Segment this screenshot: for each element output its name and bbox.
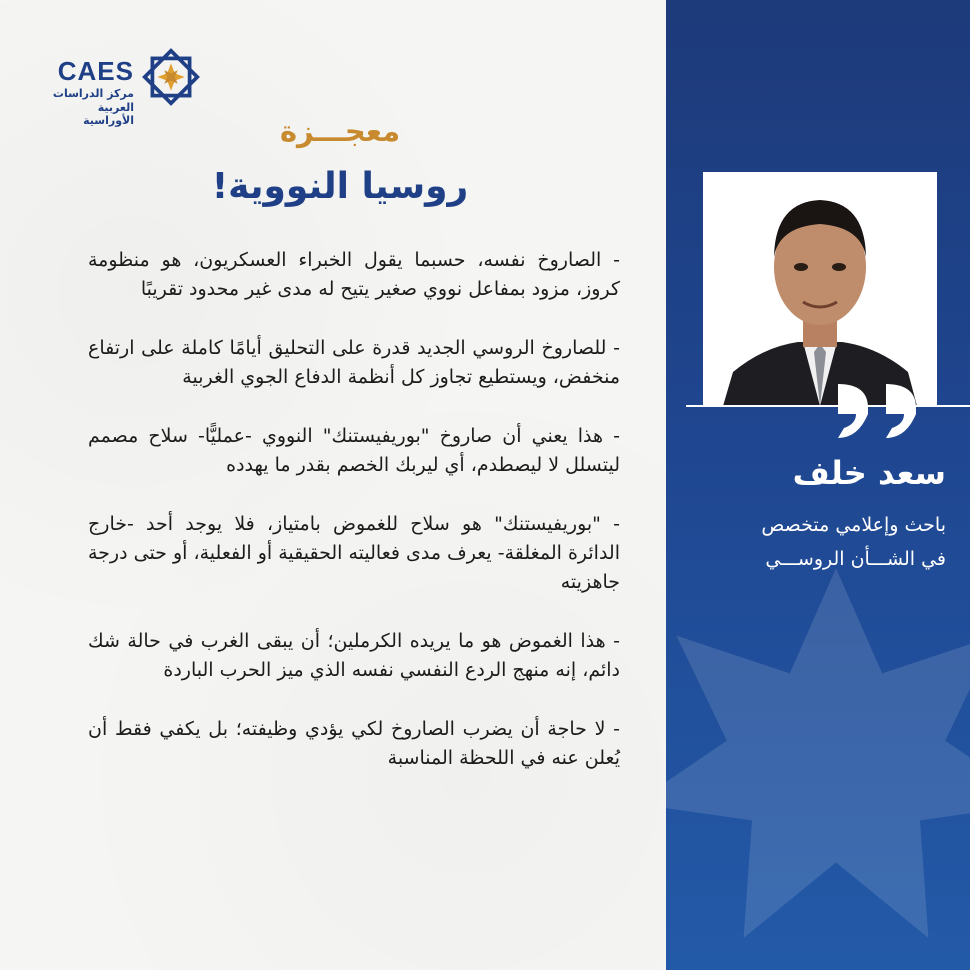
author-photo [703,172,937,406]
author-name: سعد خلف [792,454,946,492]
article-headline: روسيا النووية! [211,166,469,207]
author-title-line-2: في الشـــأن الروســـي [765,548,946,570]
bullet-item: - الصاروخ نفسه، حسبما يقول الخبراء العسكريون، هو منظومة كروز، مزود بمفاعل نووي صغير يتيح له مدى غير محدود تقريبًا [88,249,620,300]
bullet-item: - هذا يعني أن صاروخ "بوريفيستنك" النووي -عمليًّا- سلاح مصمم ليتسلل لا ليصطدم، أي ليربك الخصم بقدر ما يهدده [88,425,620,476]
eight-point-star-logo-icon [140,46,202,108]
author-title-line-1: باحث وإعلامي متخصص [761,514,946,536]
brand-line-2: العربية الأوراسية [83,101,134,127]
bullet-item: - لا حاجة أن يضرب الصاروخ لكي يؤدي وظيفته؛ بل يكفي فقط أن يُعلن عنه في اللحظة المناسبة [88,718,620,769]
portrait-image [703,172,937,406]
brand-logo [52,42,202,127]
background-star-icon [666,560,970,970]
bullet-item: - للصاروخ الروسي الجديد قدرة على التحليق أيامًا كاملة على ارتفاع منخفض، ويستطيع تجاوز كل أنظمة الدفاع الجوي الغربية [88,337,620,388]
brand-name: CAES [57,56,134,86]
quote-marks-icon [830,380,930,440]
bullet-list [88,246,620,803]
brand-line-1: مركز الدراسات [52,87,134,100]
article-kicker: معجـــزة [279,114,401,148]
bullet-item: - "بوريفيستنك" هو سلاح للغموض بامتياز، فلا يوجد أحد -خارج الدائرة المغلقة- يعرف مدى فعاليته الحقيقية أو الفعلية، أو حتى درجة جاهزيته [88,513,620,593]
bullet-item: - هذا الغموض هو ما يريده الكرملين؛ أن يبقى الغرب في حالة شك دائم، إنه منهج الردع النفسي نفسه الذي ميز الحرب الباردة [88,630,620,681]
